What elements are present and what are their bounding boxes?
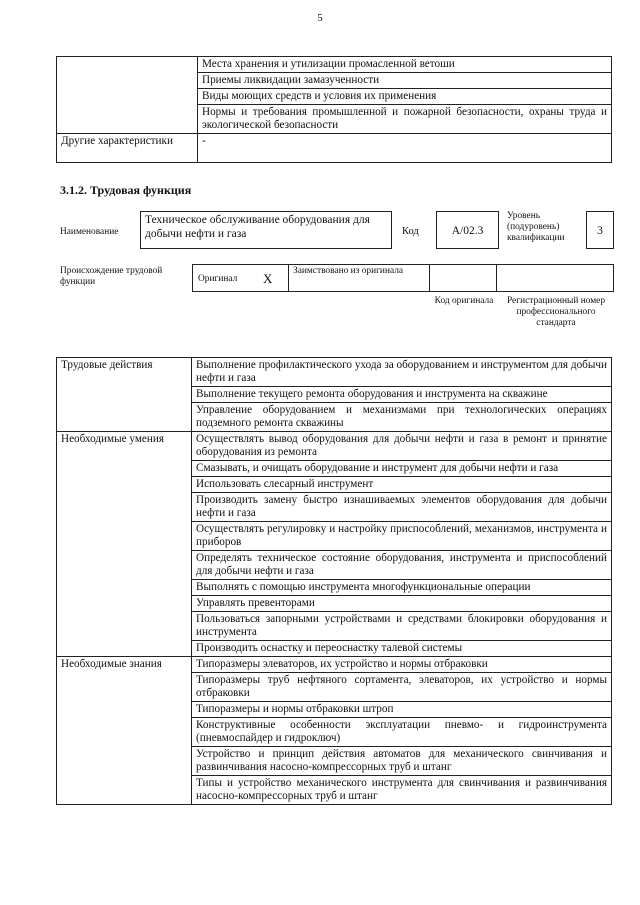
level-box: 3 — [586, 211, 614, 249]
table-cell: Типоразмеры элеваторов, их устройство и нормы отбраковки — [192, 657, 612, 673]
borrowed-box: Заимствовано из оригинала — [288, 264, 430, 292]
table-cell: Осуществлять регулировку и настройку приспособлений, механизмов, инструмента и приборов — [192, 522, 612, 551]
table-row — [57, 657, 612, 673]
table-cell: Типоразмеры и нормы отбраковки штроп — [192, 702, 612, 718]
row-label — [57, 57, 198, 134]
table-cell: Выполнять с помощью инструмента многофункциональные операции — [192, 580, 612, 596]
table-cell: Использовать слесарный инструмент — [192, 477, 612, 493]
table-row — [57, 57, 612, 73]
row-label: Трудовые действия — [57, 358, 192, 432]
original-label: Оригинал — [198, 274, 238, 284]
name-label: Наименование — [60, 227, 119, 237]
table-cell: Типы и устройство механического инструмента для свинчивания и развинчивания насосно-компрессорных труб и штанг — [192, 776, 612, 805]
top-characteristics-table — [56, 56, 612, 163]
table-cell: Производить оснастку и переоснастку талевой системы — [192, 641, 612, 657]
table-row — [57, 432, 612, 461]
labor-function-table — [56, 357, 612, 805]
table-cell: Выполнение текущего ремонта оборудования и инструмента на скважине — [192, 387, 612, 403]
table-row — [57, 134, 612, 163]
table-cell: Нормы и требования промышленной и пожарной безопасности, охраны труда и экологической безопасности — [198, 105, 612, 134]
row-label: Необходимые умения — [57, 432, 192, 657]
table-cell: Управлять превенторами — [192, 596, 612, 612]
table-cell: Выполнение профилактического ухода за оборудованием и инструментом для добычи нефти и газа — [192, 358, 612, 387]
table-cell: Приемы ликвидации замазученности — [198, 73, 612, 89]
row-label: Необходимые знания — [57, 657, 192, 805]
code-box: А/02.3 — [436, 211, 499, 249]
table-row — [57, 358, 612, 387]
table-cell: Производить замену быстро изнашиваемых элементов оборудования для добычи нефти и газа — [192, 493, 612, 522]
level-label: Уровень (подуровень) квалификации — [507, 211, 565, 243]
table-cell: Типоразмеры труб нефтяного сортамента, элеваторов, их устройство и нормы отбраковки — [192, 673, 612, 702]
origin-label: Происхождение трудовой функции — [60, 266, 163, 287]
code-caption: Код оригинала — [434, 296, 494, 306]
original-box — [192, 264, 289, 292]
original-code-box — [429, 264, 497, 292]
function-name-box: Техническое обслуживание оборудования для добычи нефти и газа — [140, 211, 392, 249]
table-cell: Определять техническое состояние оборудования, инструмента и приспособлений для добычи нефти и газа — [192, 551, 612, 580]
registration-caption: Регистрационный номер профессионального стандарта — [506, 296, 606, 328]
table-cell: Осуществлять вывод оборудования для добычи нефти и газа в ремонт и принятие оборудования из ремонта — [192, 432, 612, 461]
table-cell: - — [198, 134, 612, 163]
original-mark: X — [263, 271, 273, 286]
table-cell: Управление оборудованием и механизмами при технологических операциях подземного ремонта скважины — [192, 403, 612, 432]
table-cell: Смазывать, и очищать оборудование и инструмент для добычи нефти и газа — [192, 461, 612, 477]
page-number: 5 — [317, 12, 323, 24]
registration-number-box — [496, 264, 614, 292]
table-cell: Пользоваться запорными устройствами и средствами блокировки оборудования и инструмента — [192, 612, 612, 641]
code-label: Код — [402, 226, 419, 237]
table-cell: Конструктивные особенности эксплуатации пневмо- и гидроинструмента (пневмоспайдер и гидроключ) — [192, 718, 612, 747]
table-cell: Устройство и принцип действия автоматов для механического свинчивания и развинчивания насосно-компрессорных труб и штанг — [192, 747, 612, 776]
row-label: Другие характеристики — [57, 134, 198, 163]
section-title: 3.1.2. Трудовая функция — [60, 183, 192, 197]
table-cell: Места хранения и утилизации промасленной ветоши — [198, 57, 612, 73]
table-cell: Виды моющих средств и условия их применения — [198, 89, 612, 105]
